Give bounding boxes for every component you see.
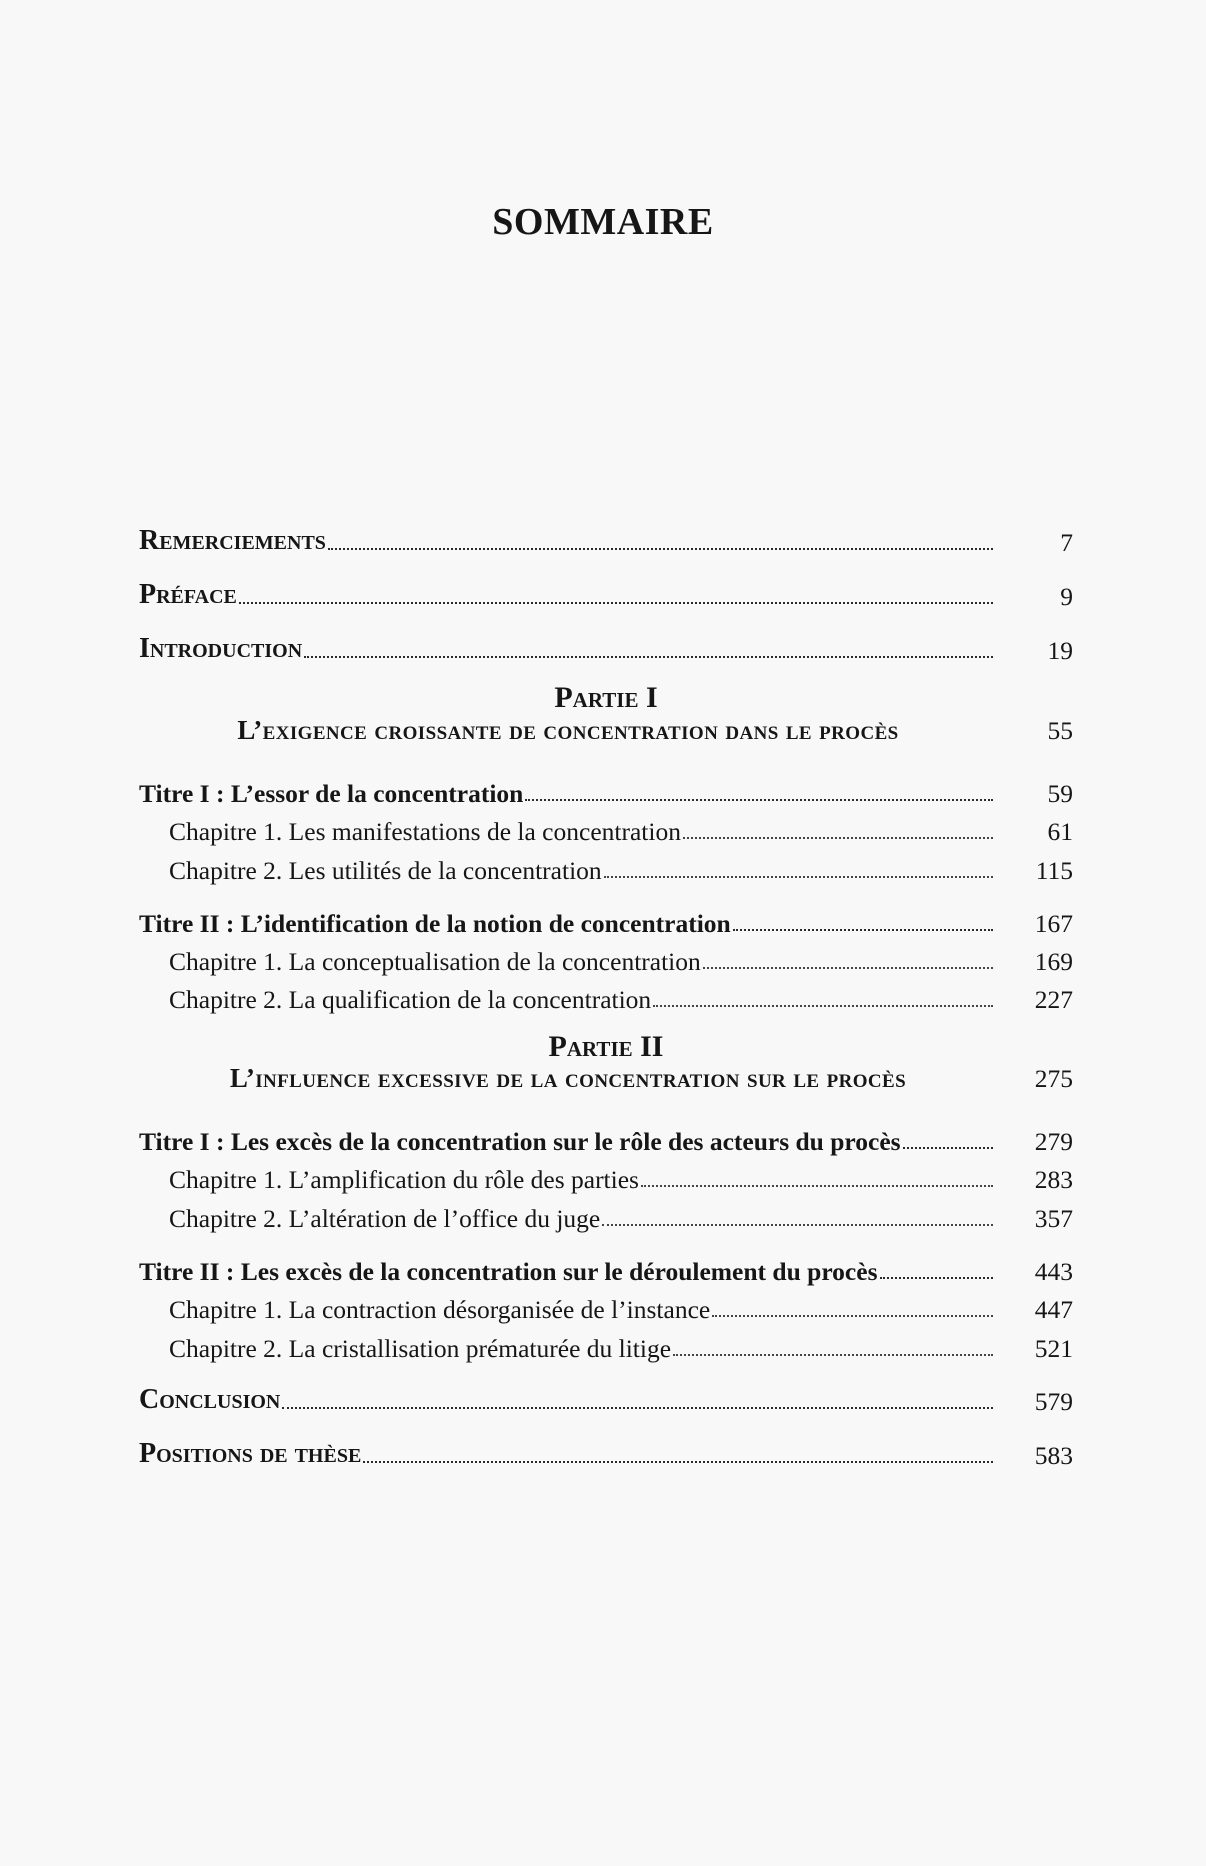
dot-leader: [712, 1315, 993, 1317]
toc-entry-chapitre[interactable]: [139, 1152, 1073, 1192]
toc-entry-partie-2[interactable]: [139, 1060, 1073, 1100]
toc-entry-label: Chapitre 1. La contraction désorganisée de l’instance: [169, 1294, 711, 1324]
toc-entry-label: Titre I : Les excès de la concentration sur le rôle des acteurs du procès: [139, 1126, 901, 1156]
toc-entry-introduction[interactable]: [139, 623, 1073, 663]
toc-entry-label: Remerciements: [139, 525, 326, 556]
toc-entry-label: Chapitre 1. Les manifestations de la concentration: [169, 816, 681, 846]
toc-page-number: 275: [1034, 1064, 1073, 1093]
toc-entry-chapitre[interactable]: [139, 804, 1073, 844]
dot-leader: [282, 1407, 993, 1409]
toc-entry-chapitre[interactable]: [139, 934, 1073, 974]
toc-page-number: 59: [1047, 778, 1073, 808]
toc-page-number: 279: [1034, 1126, 1073, 1156]
toc-entry-label: Chapitre 2. La qualification de la concentration: [169, 984, 652, 1014]
page-title: SOMMAIRE: [492, 201, 714, 243]
dot-leader: [604, 876, 993, 878]
dot-leader: [733, 929, 993, 931]
toc-entry-label: Chapitre 2. L’altération de l’office du juge: [169, 1203, 601, 1233]
toc-entry-positions-de-these[interactable]: [139, 1428, 1073, 1468]
dot-leader: [653, 1005, 993, 1007]
toc-page-number: 19: [1047, 635, 1073, 665]
toc-page-number: 115: [1035, 855, 1073, 885]
toc-entry-titre[interactable]: [139, 896, 1073, 936]
toc-entry-label: Chapitre 2. Les utilités de la concentration: [169, 855, 602, 885]
dot-leader: [328, 548, 993, 550]
toc-entry-label: Chapitre 1. La conceptualisation de la concentration: [169, 946, 701, 976]
partie-2-heading: Partie II: [548, 1030, 664, 1063]
toc-page-number: 521: [1034, 1333, 1073, 1363]
dot-leader: [602, 1224, 993, 1226]
toc-entry-label: Positions de thèse: [139, 1438, 362, 1469]
toc-entry-partie-1[interactable]: [139, 712, 1073, 752]
toc-page-number: 169: [1034, 946, 1073, 976]
toc-page-number: 357: [1034, 1203, 1073, 1233]
toc-entry-label: Titre I : L’essor de la concentration: [139, 778, 524, 808]
dot-leader: [363, 1461, 993, 1463]
toc-page-number: 443: [1034, 1256, 1073, 1286]
partie-1-heading: Partie I: [554, 681, 658, 714]
dot-leader: [703, 967, 993, 969]
toc-entry-remerciements[interactable]: [139, 515, 1073, 555]
toc-page-number: 9: [1060, 581, 1073, 611]
toc-entry-label: Titre II : Les excès de la concentration sur le déroulement du procès: [139, 1256, 878, 1286]
toc-entry-conclusion[interactable]: [139, 1374, 1073, 1414]
toc-page-number: 447: [1034, 1294, 1073, 1324]
toc-page-number: 583: [1034, 1440, 1073, 1470]
toc-entry-titre[interactable]: [139, 766, 1073, 806]
toc-entry-label: Titre II : L’identification de la notion de concentration: [139, 908, 731, 938]
dot-leader: [239, 602, 993, 604]
toc-entry-chapitre[interactable]: [139, 1191, 1073, 1231]
toc-page-number: 167: [1034, 908, 1073, 938]
toc-entry-titre[interactable]: [139, 1244, 1073, 1284]
toc-entry-titre[interactable]: [139, 1114, 1073, 1154]
toc-entry-label: Conclusion: [139, 1384, 281, 1415]
dot-leader: [880, 1277, 994, 1279]
dot-leader: [525, 799, 993, 801]
toc-page-number: 283: [1034, 1164, 1073, 1194]
toc-entry-chapitre[interactable]: [139, 1282, 1073, 1322]
dot-leader: [304, 656, 993, 658]
toc-entry-preface[interactable]: [139, 569, 1073, 609]
partie-2-title: L’influence excessive de la concentration sur le procès: [229, 1063, 907, 1093]
toc-entry-chapitre[interactable]: [139, 972, 1073, 1012]
toc-entry-label: Introduction: [139, 633, 303, 664]
toc-page-number: 579: [1034, 1386, 1073, 1416]
partie-1-title: L’exigence croissante de concentration dans le procès: [237, 715, 899, 745]
toc-entry-label: Chapitre 1. L’amplification du rôle des parties: [169, 1164, 639, 1194]
toc-page-number: 61: [1047, 816, 1073, 846]
dot-leader: [683, 837, 993, 839]
dot-leader: [903, 1147, 993, 1149]
dot-leader: [641, 1185, 993, 1187]
toc-entry-chapitre[interactable]: [139, 1321, 1073, 1361]
toc-entry-chapitre[interactable]: [139, 843, 1073, 883]
toc-page-number: 7: [1060, 527, 1073, 557]
toc-page-number: 55: [1047, 716, 1073, 745]
toc-page-number: 227: [1034, 984, 1073, 1014]
toc-entry-label: Chapitre 2. La cristallisation prématurée du litige: [169, 1333, 672, 1363]
dot-leader: [673, 1354, 993, 1356]
toc-entry-label: Préface: [139, 579, 237, 610]
